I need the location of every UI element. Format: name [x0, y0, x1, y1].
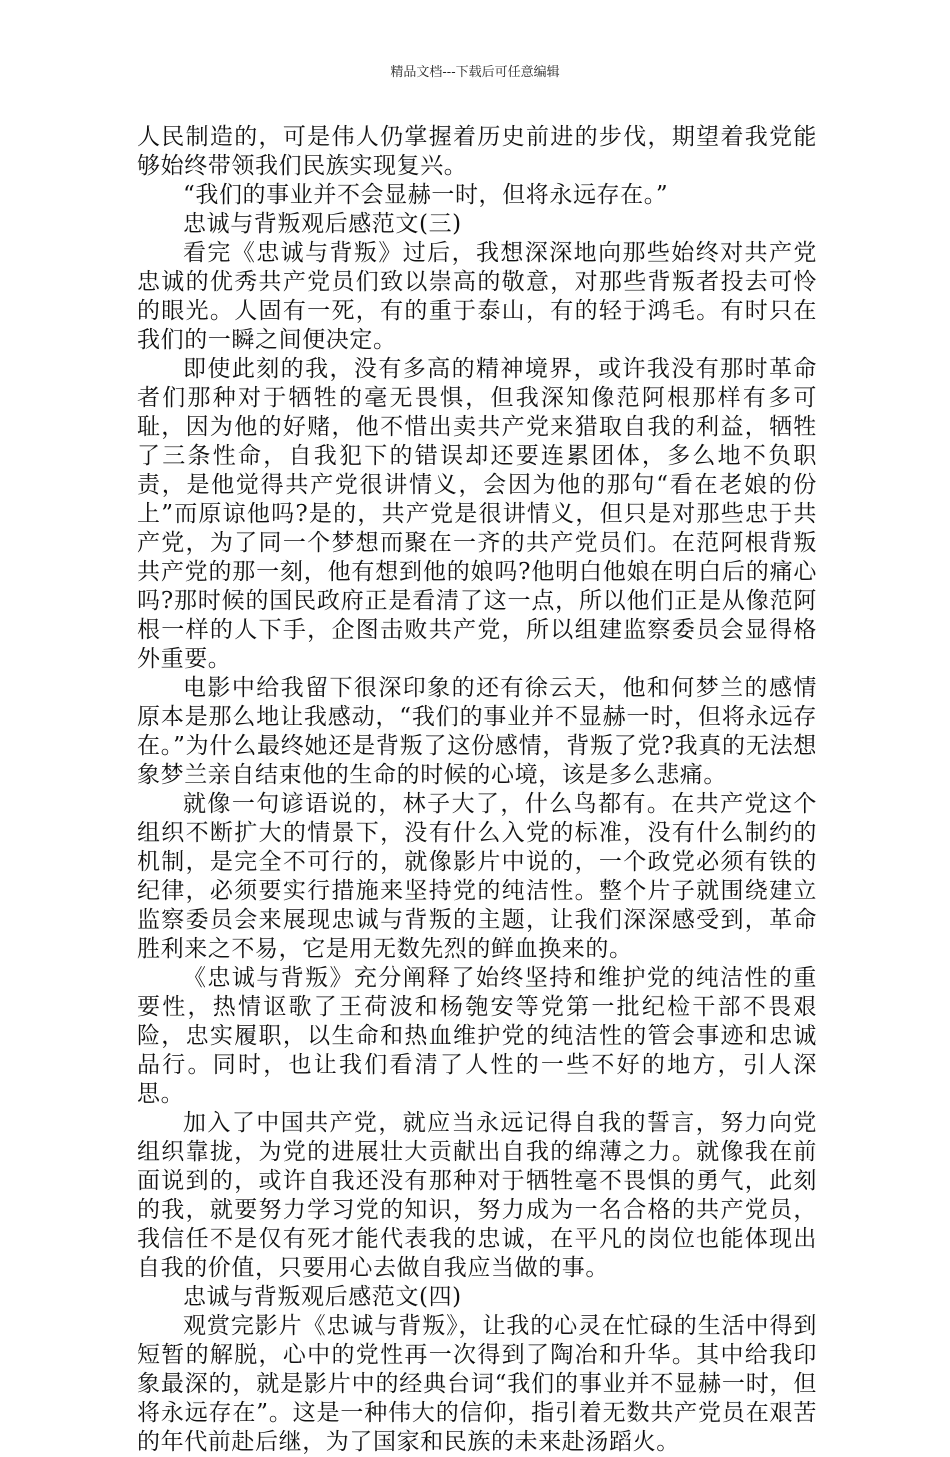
page-header: 精品文档---下载后可任意编辑: [390, 65, 560, 80]
section-heading: 忠诚与背叛观后感范文(三): [183, 211, 462, 237]
paragraph: 观赏完影片《忠诚与背叛》，让我的心灵在忙碌的生活中得到短暂的解脱，心中的党性再一次得到了陶冶和升华。其中给我印象最深的，就是影片中的经典台词“我们的事业并不显赫一时，但将永远存在”。这是一种伟大的信仰，指引着无数共产党员在艰苦的年代前赴后继，为了国家和民族的未来赴汤蹈火。: [137, 1313, 817, 1455]
document-body: [137, 123, 817, 1457]
paragraph: 《忠诚与背叛》充分阐释了始终坚持和维护党的纯洁性的重要性，热情讴歌了王荷波和杨匏安等党第一批纪检干部不畏艰险，忠实履职，以生命和热血维护党的纯洁性的管会事迹和忠诚品行。同时，也让我们看清了人性的一些不好的地方，引人深思。: [137, 965, 817, 1107]
paragraph: 人民制造的，可是伟人仍掌握着历史前进的步伐，期望着我党能够始终带领我们民族实现复兴。: [137, 124, 817, 179]
paragraph: 就像一句谚语说的，林子大了，什么鸟都有。在共产党这个组织不断扩大的情景下，没有什么入党的标准，没有什么制约的机制，是完全不可行的，就像影片中说的，一个政党必须有铁的纪律，必须要实行措施来坚持党的纯洁性。整个片子就围绕建立监察委员会来展现忠诚与背叛的主题，让我们深深感受到，革命胜利来之不易，它是用无数先烈的鲜血换来的。: [137, 791, 817, 962]
paragraph: 电影中给我留下很深印象的还有徐云天，他和何梦兰的感情原本是那么地让我感动，“我们的事业并不显赫一时，但将永远存在。”为什么最终她还是背叛了这份感情，背叛了党?我真的无法想象梦兰亲自结束他的生命的时候的心境，该是多么悲痛。: [137, 675, 817, 788]
quote-paragraph: “我们的事业并不会显赫一时，但将永远存在。”: [183, 182, 669, 208]
paragraph: 即使此刻的我，没有多高的精神境界，或许我没有那时革命者们那种对于牺牲的毫无畏惧，但我深知像范阿根那样有多可耻，因为他的好赌，他不惜出卖共产党来猎取自我的利益，牺牲了三条性命，自我犯下的错误却还要连累团体，多么地不负职责，是他觉得共产党很讲情义，会因为他的那句“看在老娘的份上”而原谅他吗?是的，共产党是很讲情义，但只是对那些忠于共产党，为了同一个梦想而聚在一齐的共产党员们。在范阿根背叛共产党的那一刻，他有想到他的娘吗?他明白他娘在明白后的痛心吗?那时候的国民政府正是看清了这一点，所以他们正是从像范阿根一样的人下手，企图击败共产党，所以组建监察委员会显得格外重要。: [137, 356, 817, 672]
section-heading: 忠诚与背叛观后感范文(四): [183, 1284, 462, 1310]
paragraph: 看完《忠诚与背叛》过后，我想深深地向那些始终对共产党忠诚的优秀共产党员们致以崇高的敬意，对那些背叛者投去可怜的眼光。人固有一死，有的重于泰山，有的轻于鸿毛。有时只在我们的一瞬之间便决定。: [137, 240, 817, 353]
paragraph: 加入了中国共产党，就应当永远记得自我的誓言，努力向党组织靠拢，为党的进展壮大贡献出自我的绵薄之力。就像我在前面说到的，或许自我还没有那种对于牺牲毫不畏惧的勇气，此刻的我，就要努力学习党的知识，努力成为一名合格的共产党员，我信任不是仅有死才能代表我的忠诚，在平凡的岗位也能体现出自我的价值，只要用心去做自我应当做的事。: [137, 1110, 817, 1281]
